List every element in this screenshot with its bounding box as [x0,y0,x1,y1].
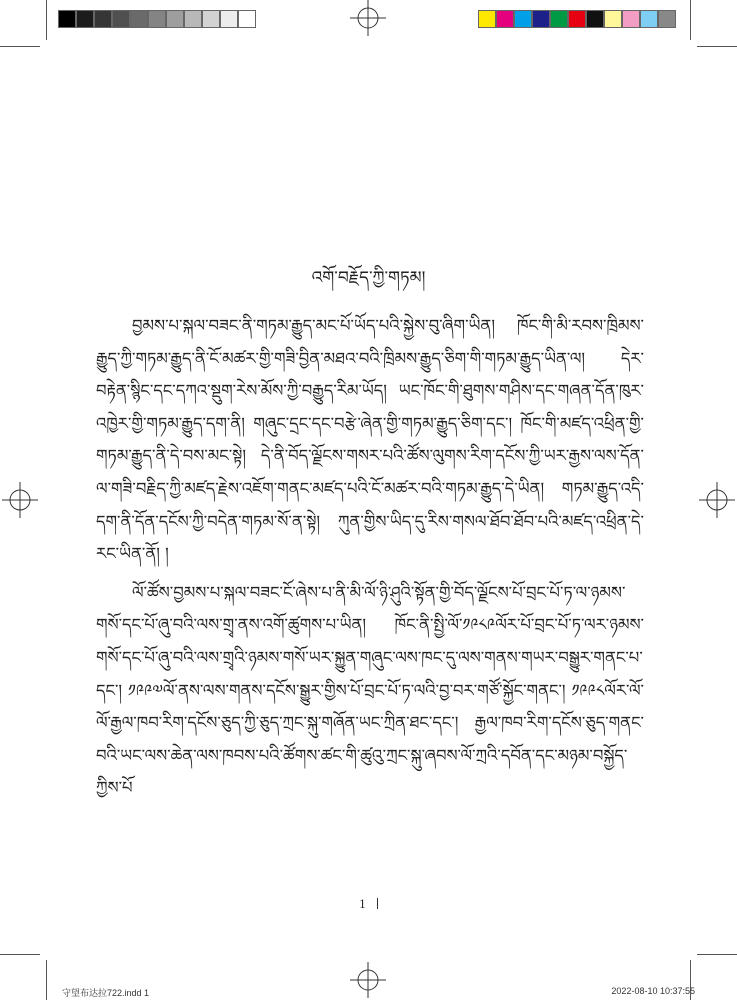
color-swatch [514,10,532,28]
color-swatch [532,10,550,28]
gray-swatch [184,10,202,28]
crop-mark-top-left-h [0,46,40,47]
gray-swatch [148,10,166,28]
grayscale-color-bar [58,10,256,28]
gray-swatch [58,10,76,28]
gray-swatch [166,10,184,28]
gray-swatch [94,10,112,28]
crop-mark-bottom-left-v [46,960,47,1000]
slug-filename: 守望布达拉722.indd 1 [62,988,150,998]
gray-swatch [112,10,130,28]
paragraph: བྱམས་པ་སྐལ་བཟང་ནི་གཏམ་རྒྱུད་མང་པོ་ཡོད་པའི་སྐྱེས་བུ་ཞིག་ཡིན། ཁོང་གི་མི་རབས་ཁྲིམས་རྒྱུད་ཀྱི་གཏམ་རྒྱུད་ནི་ངོ་མཚར་གྱི་གཟི་བྱིན་མཐའ་བའི་ཁྲིམས་རྒྱུད་ཅིག་གི་གཏམ་རྒྱུད་ཡིན་ལ། དེར་བརྟེན་སྙིང་དང་དཀའ་སྡུག་རེས་མོས་ཀྱི་བརྒྱུད་རིམ་ཡོད། ཡང་ཁོང་གི་ཐུགས་གཤིས་དང་གཞན་དོན་ཁུར་འཁྱེར་གྱི་གཏམ་རྒྱུད་དག་ནི། གཞུང་དྲང་དང་བརྩེ་ཞེན་གྱི་གཏམ་རྒྱུད་ཅིག་དང་། ཁོང་གི་མཛད་འཕྲིན་གྱི་གཏམ་རྒྱུད་ནི་དེ་བས་མང་སྟེ། དེ་ནི་བོད་ལྗོངས་གསར་པའི་ཚོས་ལུགས་རིག་དངོས་ཀྱི་ཡར་རྒྱས་ལས་དོན་ལ་གཟི་བརྗིད་ཀྱི་མཛད་རྗེས་འཇོག་གནང་མཛད་པའི་ངོ་མཚར་བའི་གཏམ་རྒྱུད་དེ་ཡིན། གཏམ་རྒྱུད་འདི་དག་ནི་དོན་དངོས་ཀྱི་བདེན་གཏམ་སོ་ན་སྟེ། ཀུན་གྱིས་ཡིད་དུ་རིས་གསལ་ཐོབ་ཐོབ་པའི་མཛད་འཕྲིན་དེ་རང་ཡིན་ནོ། ། [96,316,644,564]
paragraph: ལོ་ཚོས་བྱམས་པ་སྐལ་བཟང་ངོ་ཞེས་པ་ནི་མི་ལོ་ཉི་ཤུའི་སྟོན་གྱི་བོད་ལྗོངས་པོ་བྲང་པོ་ཏ་ལ་ཉམས་གསོ་དང་པོ་ཞུ་བའི་ལས་གྲྭ་ནས་འགོ་ཚུགས་པ་ཡིན། ཁོང་ནི་སྤྱི་ལོ་༡༩༨༩ལོར་པོ་བྲང་པོ་ཏ་ལར་ཉམས་གསོ་དང་པོ་ཞུ་བའི་ལས་གྲྭའི་ཉམས་གསོ་ཡར་སྐྱུན་གཞུང་ལས་ཁང་དུ་ལས་གནས་གཡར་བསྒྱུར་གནང་པ་དང་། ༡༩༩༧ལོ་ནས་ལས་གནས་དངོས་སྒྱུར་གྱིས་པོ་བྲང་པོ་ཏ་ལའི་བྱ་བར་གཙོ་སྐྱོང་གནང་། ༡༩༩༨ལོར་ལོ་ལོ་རྒྱལ་ཁབ་རིག་དངོས་ཅུད་ཀྱི་ཅུད་ཀྲང་སྐུ་གཞོན་ཡང་ཀྲིན་ཐང་དང་། རྒྱལ་ཁབ་རིག་དངོས་ཅུད་གནང་བའི་ཡང་ལས་ཆེན་ལས་ཁབས་པའི་ཚོགས་ཚང་གི་ཚུའུ་ཀྲང་སྐུ་ཞབས་ལོ་ཀྲའི་དབོན་དང་མཉམ་བསྐྱོད་ཀྱིས་པོ [96,582,644,798]
page-number-value: 1 [359,896,366,911]
color-swatch [478,10,496,28]
color-swatch [658,10,676,28]
body-text [96,310,644,805]
crop-mark-top-right-v [690,0,691,40]
color-swatch [550,10,568,28]
color-swatch [496,10,514,28]
color-swatch [586,10,604,28]
color-swatch [568,10,586,28]
page-title: འགོ་བརྗོད་ཀྱི་གཏམ། [311,268,426,288]
gray-swatch [130,10,148,28]
registration-mark-top-icon [350,0,386,36]
page-number [0,896,737,912]
crop-mark-top-left-v [46,0,47,40]
process-color-bar [478,10,676,28]
gray-swatch [220,10,238,28]
registration-mark-left-icon [2,482,38,518]
color-swatch [640,10,658,28]
crop-mark-bottom-right-h [697,954,737,955]
crop-mark-top-right-h [697,46,737,47]
gray-swatch [238,10,256,28]
registration-mark-bottom-icon [350,962,386,998]
registration-mark-right-icon [699,482,735,518]
page-number-divider [377,898,378,909]
gray-swatch [202,10,220,28]
color-swatch [622,10,640,28]
gray-swatch [76,10,94,28]
slug-timestamp: 2022-08-10 10:37:55 [611,986,695,996]
color-swatch [604,10,622,28]
crop-mark-bottom-left-h [0,954,40,955]
